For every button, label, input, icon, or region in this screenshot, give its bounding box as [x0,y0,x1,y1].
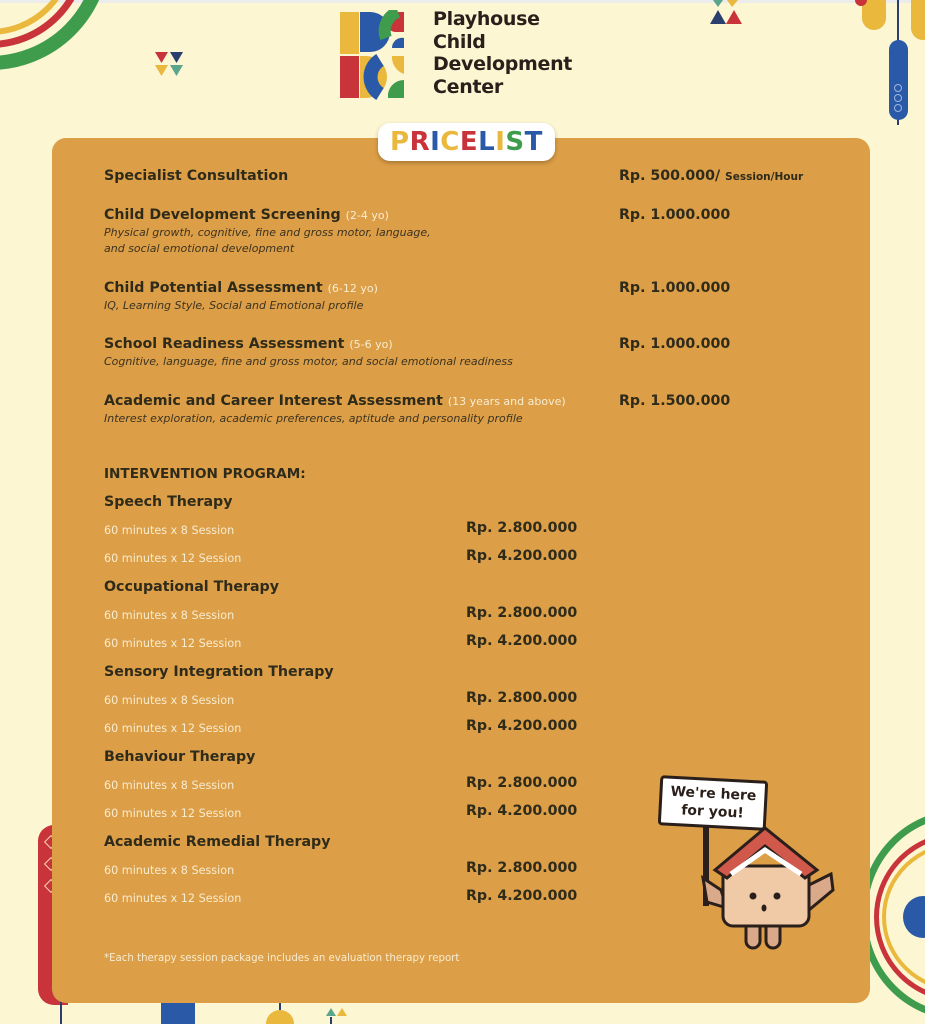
package-price: Rp. 2.800.000 [466,520,578,536]
package-price: Rp. 4.200.000 [466,633,578,649]
footnote: *Each therapy session package includes an evaluation therapy report [104,953,460,964]
service-description: Cognitive, language, fine and gross motor, and social emotional readiness [104,355,513,368]
service-item [104,336,864,370]
package-price: Rp. 4.200.000 [466,803,578,819]
therapy-name: Occupational Therapy [104,579,279,595]
pricelist-letter: C [440,127,460,157]
service-price: Rp. 1.000.000 [619,336,731,352]
package-label: 60 minutes x 12 Session [104,552,242,565]
brand-name [433,8,572,98]
age-range: (13 years and above) [447,395,566,408]
decorative-string [60,1000,62,1024]
pricelist-letter: I [495,127,506,157]
brand-line: Playhouse [433,8,540,30]
brand-line: Development [433,53,573,75]
decorative-blue-tag [889,40,908,120]
package-label: 60 minutes x 12 Session [104,722,242,735]
pricelist-letter: I [430,127,441,157]
therapy-name: Academic Remedial Therapy [104,834,331,850]
pcdc-logo-icon [340,10,420,100]
decorative-yellow-circle [266,1010,294,1024]
intervention-heading: INTERVENTION PROGRAM: [104,466,306,482]
age-range: (6-12 yo) [327,282,378,295]
service-title: Specialist Consultation [104,168,289,184]
decorative-yellow-pill [862,0,886,30]
package-label: 60 minutes x 12 Session [104,807,242,820]
therapy-name: Sensory Integration Therapy [104,664,334,680]
decorative-yellow-pill [911,0,925,40]
house-mascot-icon [645,770,845,960]
pricelist-badge [378,123,555,161]
mascot-sign: We're here for you! [658,775,768,831]
package-price: Rp. 2.800.000 [466,690,578,706]
pricelist-letter: L [478,127,496,157]
pricelist-letter: E [459,127,479,157]
service-item [104,393,864,427]
therapy-name: Behaviour Therapy [104,749,256,765]
triangle-cluster-icon [326,1006,348,1024]
service-title: Child Development Screening (2-4 yo) [104,207,389,223]
top-bar [0,0,925,3]
service-description: Interest exploration, academic preferences, aptitude and personality profile [104,412,523,425]
pricelist-letter: R [409,127,431,157]
service-price: Rp. 1.500.000 [619,393,731,409]
package-label: 60 minutes x 8 Session [104,524,235,537]
package-price: Rp. 2.800.000 [466,860,578,876]
decorative-arcs-top-left [0,0,130,90]
pricelist-letter: T [524,127,543,157]
package-price: Rp. 2.800.000 [466,775,578,791]
package-label: 60 minutes x 8 Session [104,779,235,792]
service-title: Child Potential Assessment (6-12 yo) [104,280,378,296]
service-item [104,280,864,314]
service-description: IQ, Learning Style, Social and Emotional profile [104,299,364,312]
service-title: School Readiness Assessment (5-6 yo) [104,336,393,352]
age-range: (2-4 yo) [345,209,389,222]
triangle-cluster-icon [155,50,185,80]
price-unit: Session/Hour [725,171,804,183]
package-label: 60 minutes x 12 Session [104,892,242,905]
service-price: Rp. 500.000/ Session/Hour [619,168,804,184]
service-price: Rp. 1.000.000 [619,207,731,223]
triangle-cluster-icon [710,0,744,26]
pricelist-letter: P [390,127,410,157]
package-label: 60 minutes x 8 Session [104,609,235,622]
package-label: 60 minutes x 8 Session [104,694,235,707]
service-price: Rp. 1.000.000 [619,280,731,296]
service-description: Physical growth, cognitive, fine and gross motor, language, and social emotional development [104,226,431,255]
package-price: Rp. 4.200.000 [466,718,578,734]
pricelist-letter: S [505,127,525,157]
brand-line: Center [433,75,503,98]
service-title: Academic and Career Interest Assessment (13 years and above) [104,393,566,409]
package-price: Rp. 2.800.000 [466,605,578,621]
decorative-blue-square [161,1003,195,1024]
age-range: (5-6 yo) [349,338,393,351]
package-price: Rp. 4.200.000 [466,548,578,564]
package-label: 60 minutes x 12 Session [104,637,242,650]
service-item [104,168,864,184]
package-price: Rp. 4.200.000 [466,888,578,904]
service-item [104,207,864,257]
therapy-name: Speech Therapy [104,494,233,510]
package-label: 60 minutes x 8 Session [104,864,235,877]
brand-line: Child [433,30,486,53]
